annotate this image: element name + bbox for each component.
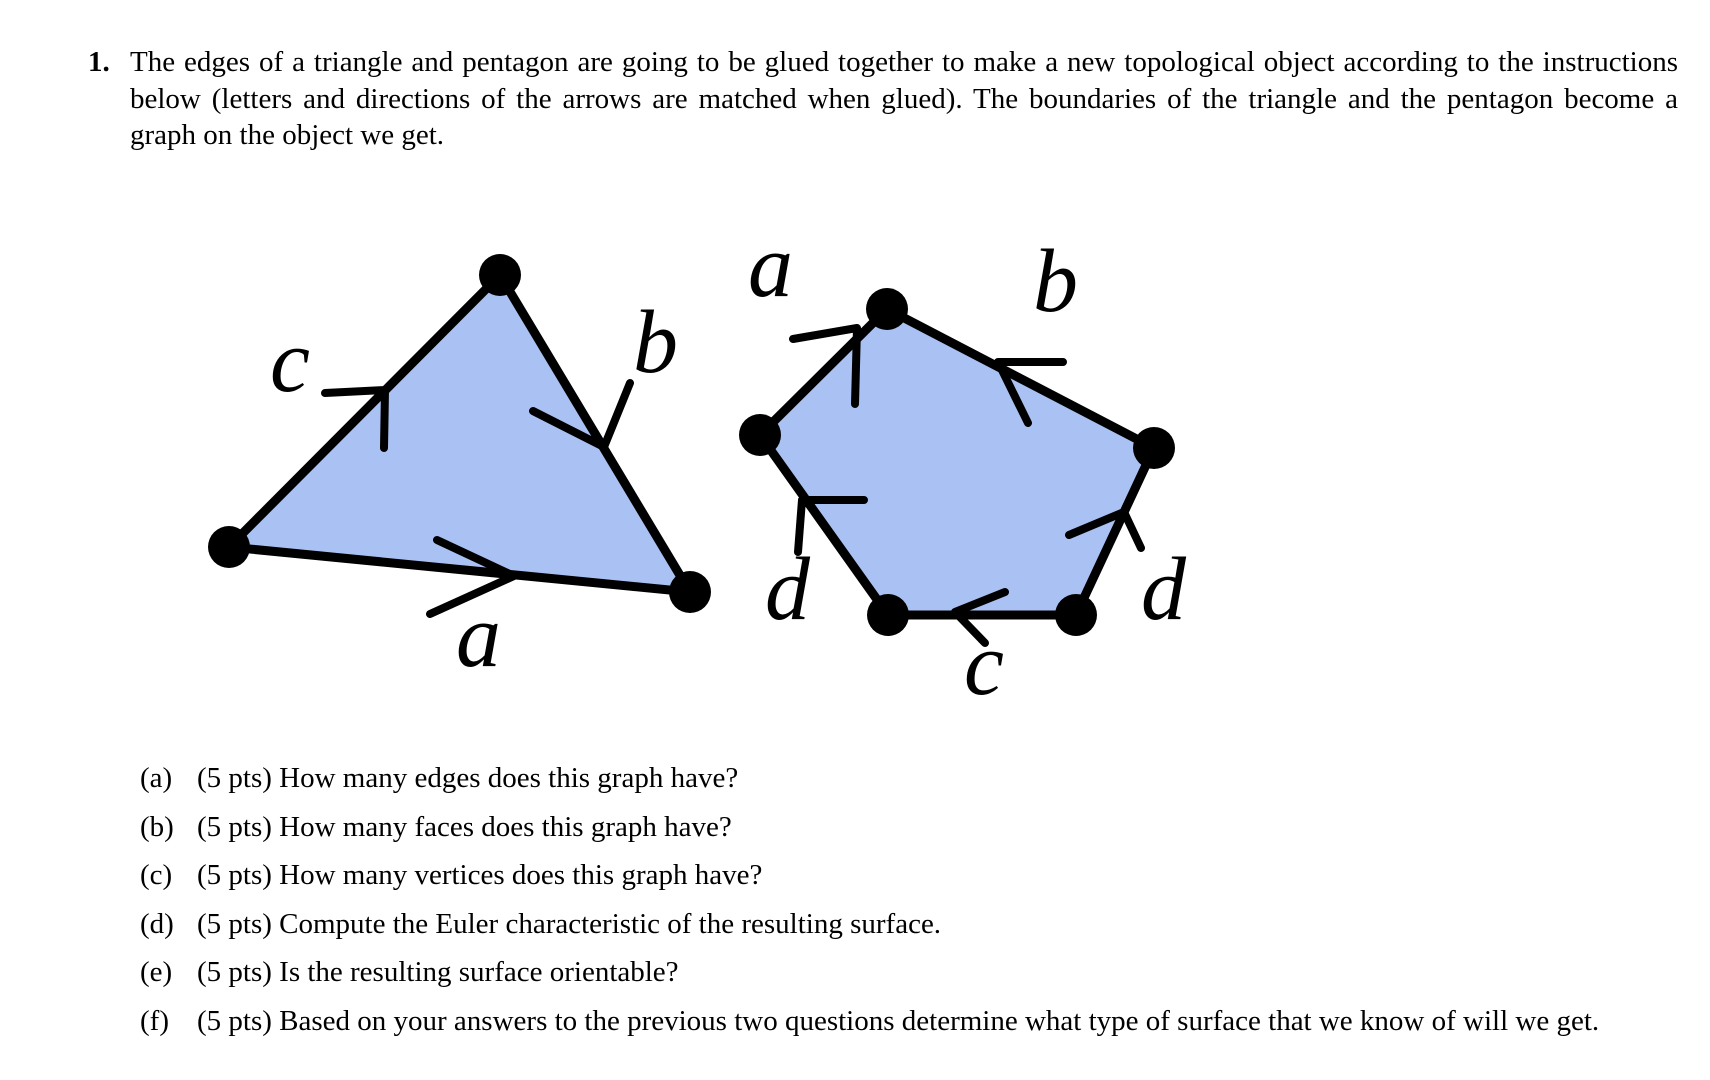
triangle-vertex-left — [208, 526, 250, 568]
pentagon-vertex-left — [739, 414, 781, 456]
pentagon-label-d-right: d — [1141, 540, 1186, 639]
part-marker: (a) — [140, 762, 173, 794]
pentagon-label-c: c — [964, 615, 1004, 714]
part-text: (5 pts) How many edges does this graph have? — [197, 762, 739, 794]
pentagon-face — [760, 309, 1154, 615]
part-text: (5 pts) Based on your answers to the previous two questions determine what type of surface that we know of will we get. — [197, 1004, 1600, 1037]
pentagon-vertex-bottom-right — [1055, 594, 1097, 636]
pentagon-vertex-right — [1133, 427, 1175, 469]
part-text: (5 pts) Is the resulting surface orientable? — [197, 956, 679, 988]
problem-stem: The edges of a triangle and pentagon are going to be glued together to make a new topological object according to the instructions below (letters and directions of the arrows are matched when glued). The boundaries of the triangle and the pentagon become a graph on the object we get. — [130, 46, 1678, 151]
pentagon-vertex-bottom-left — [867, 594, 909, 636]
pentagon — [739, 217, 1187, 714]
problem-number: 1. — [88, 46, 110, 78]
part-marker: (c) — [140, 859, 173, 891]
pentagon-label-d-left: d — [765, 540, 810, 639]
part-marker: (d) — [140, 907, 174, 940]
part-marker: (f) — [140, 1004, 169, 1037]
part-text: (5 pts) How many faces does this graph have? — [197, 810, 732, 843]
part-marker: (b) — [140, 810, 174, 843]
pentagon-label-b: b — [1033, 232, 1078, 331]
part-marker: (e) — [140, 956, 173, 988]
part-f — [140, 1003, 1600, 1039]
triangle-label-c: c — [270, 312, 310, 411]
question-parts — [140, 760, 1600, 1051]
triangle — [208, 254, 711, 686]
triangle-vertex-top — [479, 254, 521, 296]
triangle-label-b: b — [633, 293, 678, 392]
pentagon-vertex-top — [866, 288, 908, 330]
triangle-vertex-right — [669, 571, 711, 613]
pentagon-label-a: a — [748, 217, 793, 316]
part-b — [140, 809, 1600, 845]
part-d — [140, 906, 1600, 942]
part-e — [140, 954, 1600, 990]
part-text: (5 pts) How many vertices does this graph have? — [197, 859, 763, 891]
part-c — [140, 857, 1600, 893]
triangle-label-a: a — [456, 587, 501, 686]
part-a — [140, 760, 1600, 796]
part-text: (5 pts) Compute the Euler characteristic of the resulting surface. — [197, 907, 942, 940]
